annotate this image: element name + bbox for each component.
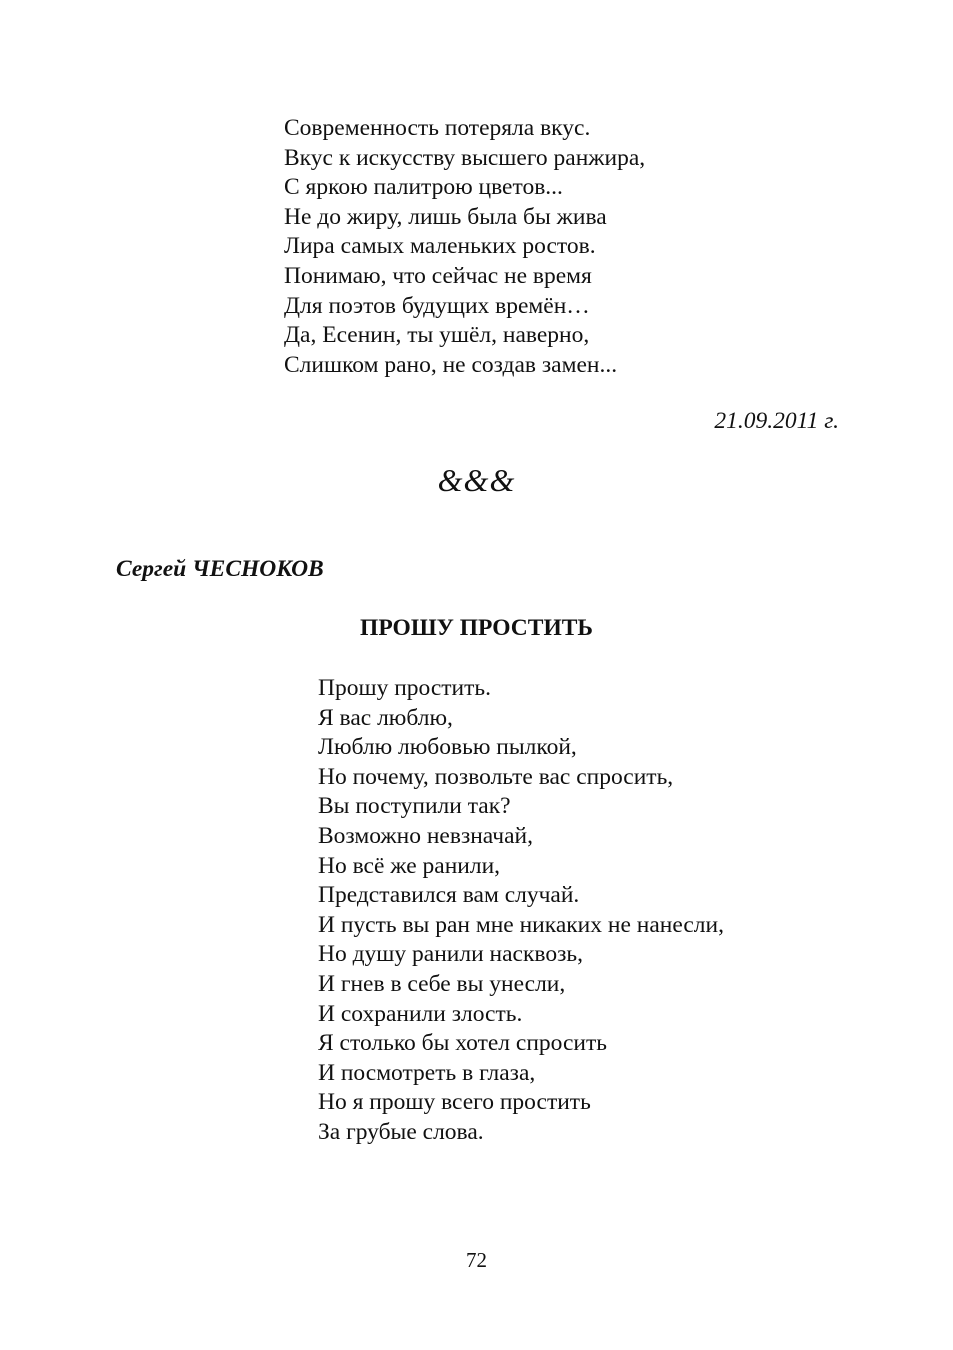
poem-line: Слишком рано, не создав замен... <box>284 351 618 378</box>
poem-line: И пусть вы ран мне никаких не нанесли, <box>318 911 724 938</box>
poem-title: ПРОШУ ПРОСТИТЬ <box>360 615 593 641</box>
poem-line: Я столько бы хотел спросить <box>318 1030 607 1057</box>
poem-line: Понимаю, что сейчас не время <box>284 262 592 289</box>
poem-line: Но почему, позвольте вас спросить, <box>318 763 674 790</box>
poem-line: И посмотреть в глаза, <box>318 1059 536 1086</box>
poem-line: Прошу простить. <box>318 675 491 701</box>
poem1-stanza <box>284 114 645 380</box>
section-separator: &&& <box>437 462 516 498</box>
poem-line: И гнев в себе вы унесли, <box>318 970 566 997</box>
poem-line: Но всё же ранили, <box>318 852 501 879</box>
poem-line: Да, Есенин, ты ушёл, наверно, <box>284 322 590 349</box>
poem-line: Но душу ранили насквозь, <box>318 941 583 968</box>
poem-line: Не до жиру, лишь была бы жива <box>284 203 607 230</box>
page-number: 72 <box>466 1248 487 1272</box>
poem-line: Представился вам случай. <box>318 882 580 909</box>
author-name: Сергей ЧЕСНОКОВ <box>116 556 324 582</box>
poem-line: Я вас люблю, <box>318 704 453 731</box>
poem-line: Современность потеряла вкус. <box>284 115 591 141</box>
poem-line: Люблю любовью пылкой, <box>318 734 577 761</box>
poem-line: Для поэтов будущих времён… <box>284 292 590 319</box>
poem-line: За грубые слова. <box>318 1118 484 1145</box>
poem-line: Лира самых маленьких ростов. <box>284 233 596 260</box>
poem-date: 21.09.2011 г. <box>714 408 839 434</box>
poem-line: Возможно невзначай, <box>318 822 533 849</box>
poem-line: Вы поступили так? <box>318 793 511 820</box>
poem-line: Вкус к искусству высшего ранжира, <box>284 144 646 171</box>
poem-line: С яркою палитрою цветов... <box>284 174 563 201</box>
poem2-stanza <box>318 674 724 1148</box>
poem-line: И сохранили злость. <box>318 1000 523 1027</box>
poem-line: Но я прошу всего простить <box>318 1089 591 1116</box>
